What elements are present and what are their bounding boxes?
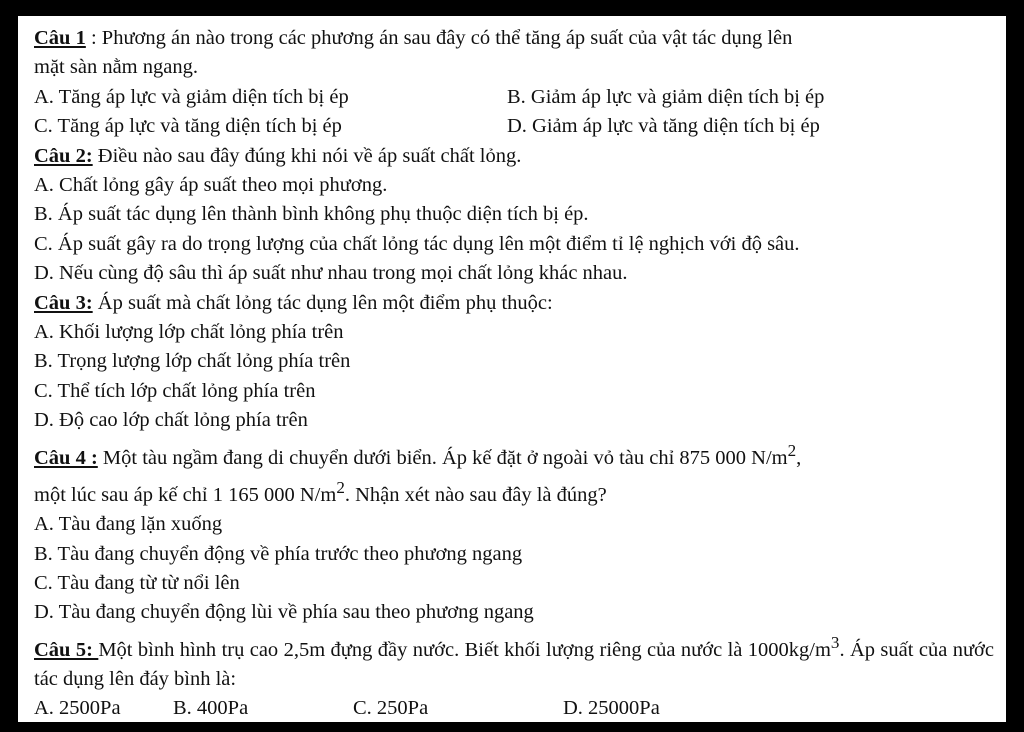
question-4-text: Một tàu ngầm đang di chuyển dưới biển. Áp kế đặt ở ngoài vỏ tàu chỉ 875 000 N/m bbox=[97, 446, 788, 469]
question-5-text-end: . Áp suất của nước tác dụng lên đáy bình là: bbox=[34, 638, 994, 691]
question-4 bbox=[34, 436, 994, 473]
question-5 bbox=[34, 628, 994, 695]
question-3-option-a: A. Khối lượng lớp chất lỏng phía trên bbox=[34, 321, 344, 344]
question-5-options-row bbox=[34, 694, 994, 723]
question-2-text: Điều nào sau đây đúng khi nói về áp suất chất lỏng. bbox=[92, 144, 522, 167]
document-body bbox=[34, 24, 994, 724]
question-1-option-b: B. Giảm áp lực và giảm diện tích bị ép bbox=[507, 85, 825, 108]
question-1-option-a: A. Tăng áp lực và giảm diện tích bị ép bbox=[34, 85, 349, 108]
question-3-text: Áp suất mà chất lỏng tác dụng lên một điểm phụ thuộc: bbox=[92, 291, 553, 314]
question-1-option-c: C. Tăng áp lực và tăng diện tích bị ép bbox=[34, 115, 342, 138]
document-page bbox=[18, 16, 1006, 722]
question-4-option-d: D. Tàu đang chuyển động lùi về phía sau theo phương ngang bbox=[34, 601, 534, 624]
question-5-option-c: C. 250Pa bbox=[353, 697, 429, 720]
question-5-label: Câu 5: bbox=[34, 638, 99, 661]
question-4-exponent-2: 2 bbox=[336, 477, 345, 497]
question-5-option-b: B. 400Pa bbox=[173, 697, 249, 720]
question-4-option-b: B. Tàu đang chuyển động về phía trước theo phương ngang bbox=[34, 542, 523, 565]
question-2-option-a: A. Chất lỏng gây áp suất theo mọi phương. bbox=[34, 174, 388, 197]
question-5-option-a: A. 2500Pa bbox=[34, 697, 121, 720]
question-1-option-d: D. Giảm áp lực và tăng diện tích bị ép bbox=[507, 115, 820, 138]
question-5-option-d: D. 25000Pa bbox=[563, 697, 660, 720]
question-3 bbox=[34, 289, 994, 318]
question-1-text-cont: mặt sàn nằm ngang. bbox=[34, 56, 198, 79]
question-2-option-b: B. Áp suất tác dụng lên thành bình không phụ thuộc diện tích bị ép. bbox=[34, 203, 589, 226]
question-2-label: Câu 2: bbox=[34, 144, 93, 167]
question-3-label: Câu 3: bbox=[34, 291, 93, 314]
question-2 bbox=[34, 142, 994, 171]
question-1 bbox=[34, 24, 994, 53]
question-5-exponent: 3 bbox=[830, 632, 840, 652]
question-3-option-c: C. Thể tích lớp chất lỏng phía trên bbox=[34, 379, 316, 402]
question-4-text-end: , bbox=[796, 446, 802, 469]
question-4-option-a: A. Tàu đang lặn xuống bbox=[34, 513, 223, 536]
question-5-text: Một bình hình trụ cao 2,5m đựng đầy nước. Biết khối lượng riêng của nước là 1000kg/m bbox=[98, 638, 831, 661]
question-4-text-2-end: . Nhận xét nào sau đây là đúng? bbox=[344, 483, 607, 506]
question-2-option-d: D. Nếu cùng độ sâu thì áp suất như nhau trong mọi chất lỏng khác nhau. bbox=[34, 262, 628, 285]
question-3-option-b: B. Trọng lượng lớp chất lỏng phía trên bbox=[34, 350, 351, 373]
question-1-options-row-2 bbox=[34, 112, 994, 141]
question-1-options-row-1 bbox=[34, 83, 994, 112]
question-1-label: Câu 1 bbox=[34, 27, 86, 49]
question-4-exponent-1: 2 bbox=[787, 440, 797, 460]
question-4-text-2: một lúc sau áp kế chỉ 1 165 000 N/m bbox=[34, 483, 337, 506]
question-1-text: : Phương án nào trong các phương án sau đây có thể tăng áp suất của vật tác dụng lên bbox=[85, 27, 793, 49]
question-4-option-c: C. Tàu đang từ từ nổi lên bbox=[34, 571, 240, 594]
question-4-text-cont bbox=[34, 473, 994, 510]
question-3-option-d: D. Độ cao lớp chất lỏng phía trên bbox=[34, 409, 308, 432]
question-2-option-c: C. Áp suất gây ra do trọng lượng của chất lỏng tác dụng lên một điểm tỉ lệ nghịch với độ sâu. bbox=[34, 232, 800, 255]
question-4-label: Câu 4 : bbox=[34, 446, 98, 469]
